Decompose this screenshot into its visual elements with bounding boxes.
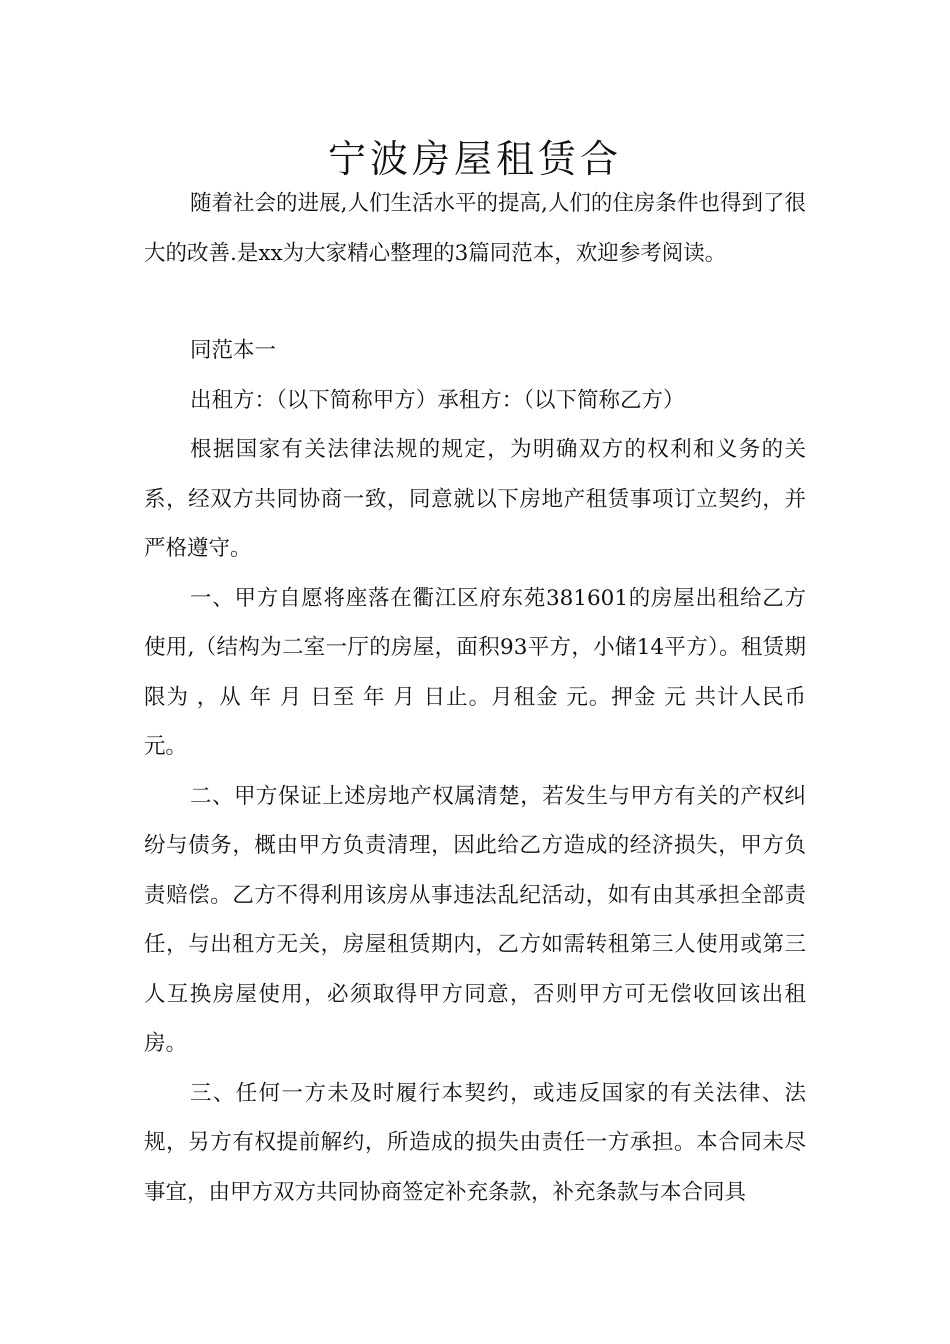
- intro-block: [144, 179, 806, 278]
- clause-2-paragraph: 二、甲方保证上述房地产权属清楚，若发生与甲方有关的产权纠纷与债务，概由甲方负责清理，因此给乙方造成的经济损失，甲方负责赔偿。乙方不得利用该房从事违法乱纪活动，如有由其承担全部责任，与出租方无关，房屋租赁期内，乙方如需转租第三人使用或第三人互换房屋使用，必须取得甲方同意，否则甲方可无偿收回该出租房。: [144, 783, 806, 1056]
- section-heading: 同范本一: [190, 338, 277, 363]
- parties-paragraph: 出租方：（以下简称甲方）承租方：（以下简称乙方）: [190, 387, 685, 413]
- contract-body: [144, 326, 806, 1217]
- document-title: 宁波房屋租赁合: [327, 137, 622, 181]
- clause-1-paragraph: 一、甲方自愿将座落在衢江区府东苑381601的房屋出租给乙方使用,（结构为二室一厅的房屋，面积93平方，小储14平方）。租赁期限为 ，从 年 月 日至 年 月 日止。月租金 元。押金 元 共计人民币 元。: [144, 585, 806, 759]
- preamble-paragraph: 根据国家有关法律法规的规定，为明确双方的权利和义务的关系，经双方共同协商一致，同意就以下房地产租赁事项订立契约，并严格遵守。: [144, 437, 806, 561]
- clause-3-paragraph: 三、任何一方未及时履行本契约，或违反国家的有关法律、法规，另方有权提前解约，所造成的损失由责任一方承担。本合同未尽事宜，由甲方双方共同协商签定补充条款，补充条款与本合同具: [144, 1080, 806, 1205]
- intro-paragraph: 随着社会的进展,人们生活水平的提高,人们的住房条件也得到了很大的改善.是xx为大家精心整理的3篇同范本，欢迎参考阅读。: [144, 191, 806, 266]
